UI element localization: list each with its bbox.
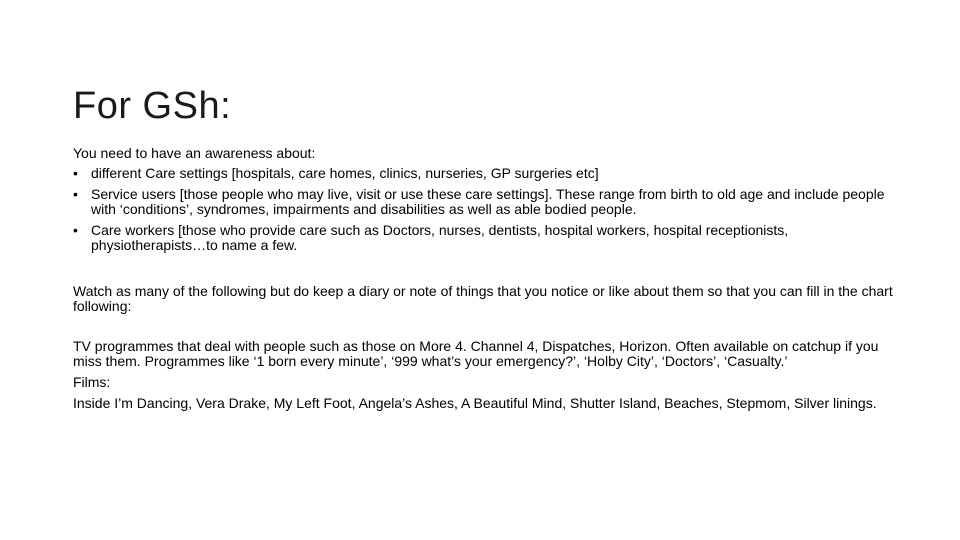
intro-text: You need to have an awareness about: <box>73 145 316 161</box>
films-label: Films: <box>73 374 111 390</box>
bullet-icon: • <box>73 186 78 202</box>
bullet-list <box>73 166 893 253</box>
bullet-text: Service users [those people who may live, visit or use these care settings]. These range from birth to old age and include people with ‘conditions’, syndromes, impairments and disabilities as well as able bodied people. <box>91 186 885 217</box>
bullet-item-care-settings <box>73 166 893 181</box>
watch-paragraph: Watch as many of the following but do keep a diary or note of things that you notice or like about them so that you can fill in the chart following: <box>73 283 893 314</box>
bullet-text: Care workers [those who provide care such as Doctors, nurses, dentists, hospital workers, hospital receptionists, physiotherapists…to name a few. <box>91 222 789 253</box>
tv-paragraph: TV programmes that deal with people such as those on More 4. Channel 4, Dispatches, Horizon. Often available on catchup if you miss them. Programmes like ‘1 born every minute’, ‘999 what’s your emergency?’, ‘Holby City’, ‘Doctors’, ‘Casualty.’ <box>73 338 879 369</box>
spacer <box>73 314 893 339</box>
spacer <box>73 259 893 284</box>
films-list: Inside I’m Dancing, Vera Drake, My Left Foot, Angela’s Ashes, A Beautiful Mind, Shutter Island, Beaches, Stepmom, Silver linings. <box>73 395 877 411</box>
bullet-icon: • <box>73 222 78 238</box>
slide-title: For GSh: <box>73 85 232 128</box>
bullet-icon: • <box>73 165 78 181</box>
bullet-item-care-workers <box>73 223 893 253</box>
bullet-item-service-users <box>73 187 893 217</box>
slide-body <box>73 146 893 411</box>
bullet-text: different Care settings [hospitals, care homes, clinics, nurseries, GP surgeries etc] <box>91 165 599 181</box>
